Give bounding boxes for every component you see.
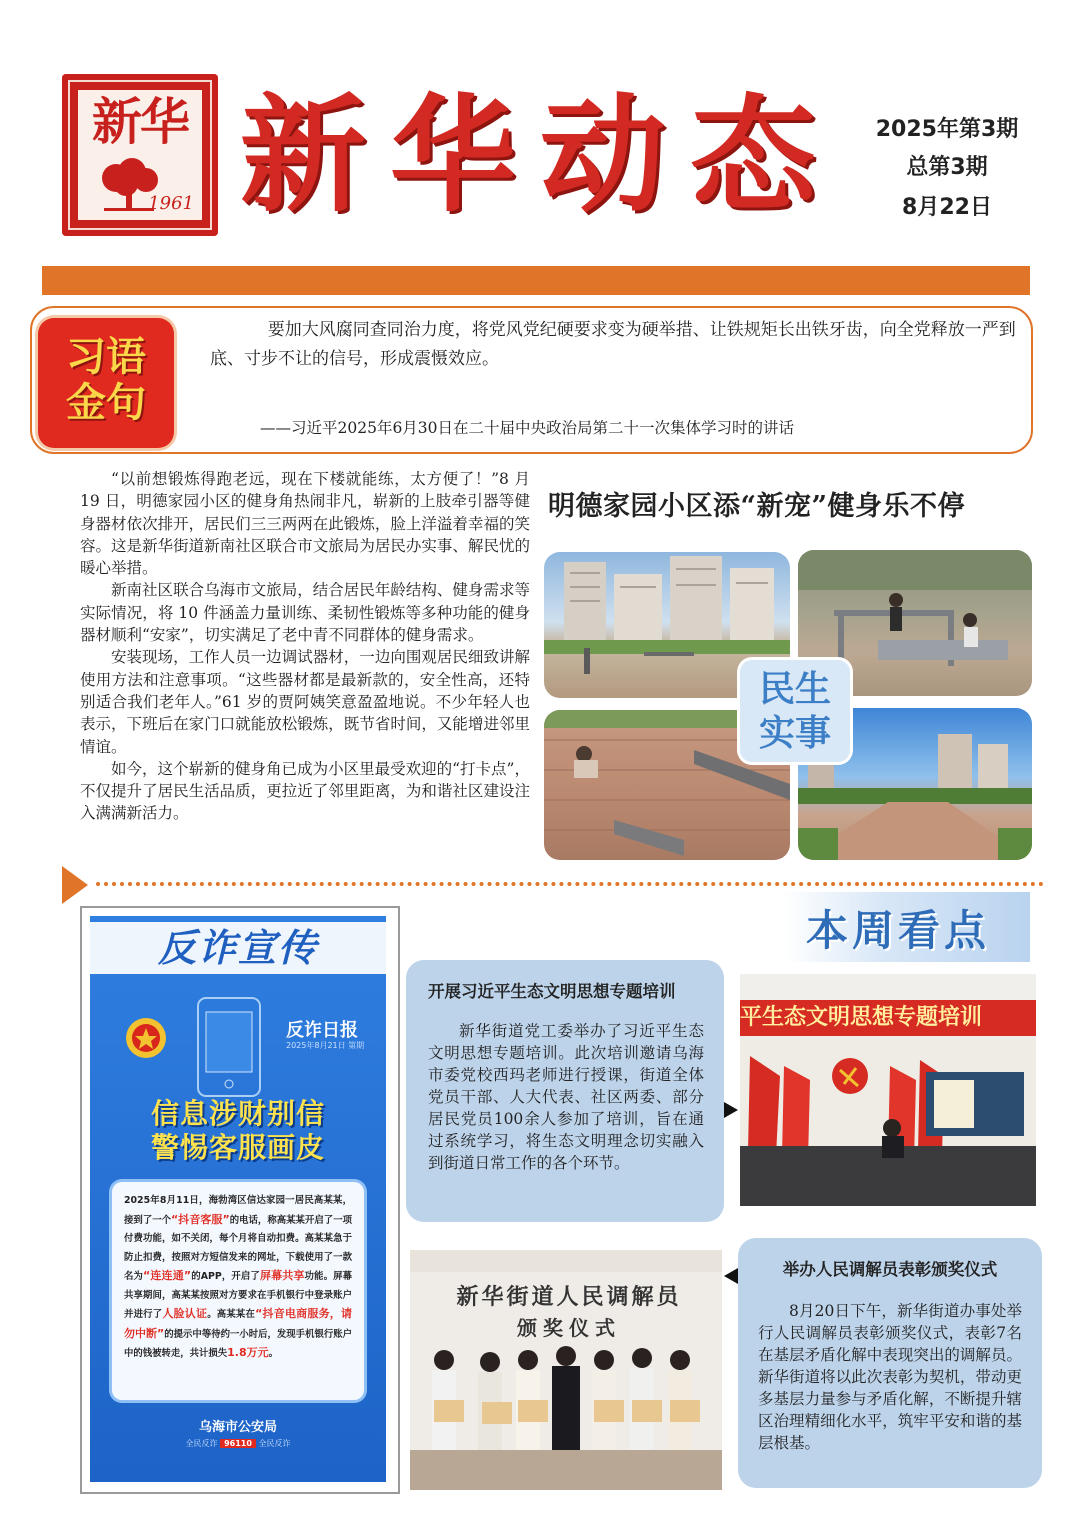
- dotted-divider: [96, 882, 1044, 886]
- training-scene: [740, 1036, 1036, 1206]
- stamp-line1: 民生: [758, 669, 831, 710]
- article-paragraph: 安装现场，工作人员一边调试器材，一边向围观居民细致讲解使用方法和注意事项。“这些器材都是最新款的，安全性高，还特别适合我们老年人。”61 岁的贾阿姨笑意盈盈地说。不少年轻人也表示，下班后在家门口就能放松锻炼，既节省时间，又能增进邻里情谊。: [80, 648, 530, 756]
- quote-badge: [38, 318, 174, 448]
- stamp-line2: 实事: [758, 713, 831, 754]
- highlight-body: 8月20日下午，新华街道办事处举行人民调解员表彰颁奖仪式，表彰7名在基层矛盾化解中表现突出的调解员。新华街道将以此次表彰为契机，带动更多基层力量参与矛盾化解，不断提升辖区治理精细化水平，筑牢平安和谐的基层根基。: [758, 1302, 1022, 1452]
- training-photo: [740, 974, 1036, 1206]
- pointer-arrow-icon: [724, 1268, 738, 1284]
- quote-badge-line2: 金句: [66, 380, 146, 426]
- pointer-arrow-icon: [724, 1102, 738, 1118]
- total-issue: 总第3期: [906, 155, 988, 180]
- training-banner: 平生态文明思想专题培训: [740, 1000, 1036, 1036]
- issue-date: 8月22日: [902, 195, 992, 220]
- poster-case-panel: [112, 1182, 364, 1400]
- article-headline: 明德家园小区添“新宠”健身乐不停: [548, 491, 966, 522]
- weekly-title: 本周看点: [806, 906, 991, 955]
- highlight-card-training: [406, 960, 724, 1222]
- issue-number: 2025年第3期: [875, 117, 1019, 142]
- poster-title: 反诈宣传: [90, 922, 386, 974]
- police-emblem-icon: [124, 1016, 168, 1060]
- poster-headline-2: 警惕客服画皮: [150, 1131, 325, 1164]
- quote-text: 要加大风腐同查同治力度，将党风党纪硬要求变为硬举措、让铁规矩长出铁牙齿，向全党释放一严到底、寸步不让的信号，形成震慑效应。: [210, 320, 1016, 369]
- logo-seal: [62, 74, 218, 236]
- highlight-card-mediators: [738, 1238, 1042, 1488]
- article-paragraph: “以前想锻炼得跑老远，现在下楼就能练，太方便了！”8 月 19 日，明德家园小区的健身角热闹非凡，崭新的上肢牵引器等健身器材依次排开，居民们三三两两在此锻炼，脸上洋溢着幸福的笑容。这是新华街道新南社区联合市文旅局为居民办实事、解民忧的暖心举措。: [80, 470, 530, 578]
- poster-footer: 全民反诈 96110 全民反诈: [185, 1439, 291, 1448]
- poster-police-bureau: 乌海市公安局: [198, 1420, 277, 1435]
- seal-text: 新华: [92, 93, 188, 151]
- quote-badge-line1: 习语: [66, 334, 146, 380]
- ceremony-group: [410, 1346, 722, 1490]
- poster-daily-date: 2025年8月21日 第期: [286, 1041, 365, 1050]
- article-paragraph: 新南社区联合乌海市文旅局，结合居民年龄结构、健身需求等实际情况，将 10 件涵盖力量训练、柔韧性锻炼等多种功能的健身器材顺利“安家”，切实满足了老中青不同群体的健身需求。: [80, 581, 530, 645]
- newsletter-title: 新华动态: [240, 82, 840, 229]
- poster-daily-label: 反诈日报: [286, 1020, 358, 1041]
- section-arrow-icon: [62, 866, 88, 904]
- ceremony-photo: [410, 1250, 722, 1490]
- quote-source: ——习近平2025年6月30日在二十届中央政治局第二十一次集体学习时的讲话: [260, 419, 795, 437]
- anti-fraud-poster: [90, 916, 386, 1482]
- highlight-title: 开展习近平生态文明思想专题培训: [428, 982, 676, 1001]
- ceremony-banner-line2: 颁奖仪式: [517, 1316, 621, 1340]
- highlight-title: 举办人民调解员表彰颁奖仪式: [782, 1260, 998, 1279]
- header-divider-bar: [42, 266, 1030, 295]
- phone-illustration-icon: [174, 992, 284, 1102]
- poster-case-text: 2025年8月11日，海勃湾区信达家园一居民高某某，接到了一个“抖音客服”的电话，称高某某开启了一项付费功能，如不关闭，每个月将自动扣费。高某某急于防止扣费，按照对方短信发来的网址，下载使用了一款名为“连连通”的APP，开启了屏幕共享功能。屏幕共享期间，高某某按照对方要求在手机银行中登录账户并进行了人脸认证。高某某在“抖音电商服务，请勿中断”的提示中等待约一小时后，发现手机银行账户中的钱被转走，共计损失1.8万元。: [124, 1195, 352, 1359]
- article-paragraph: 如今，这个崭新的健身角已成为小区里最受欢迎的“打卡点”，不仅提升了居民生活品质，更拉近了邻里距离，为和谐社区建设注入满满新活力。: [80, 759, 530, 823]
- article-body: [80, 468, 530, 825]
- ceremony-banner-line1: 新华街道人民调解员: [456, 1284, 682, 1310]
- seal-year: 1961: [148, 193, 194, 214]
- livelihood-stamp: [740, 660, 850, 762]
- highlight-body: 新华街道党工委举办了习近平生态文明思想专题培训。此次培训邀请乌海市委党校西玛老师进行授课，街道全体党员干部、人大代表、社区两委、部分居民党员100余人参加了培训，旨在通过系统学习，将生态文明理念切实融入到街道日常工作的各个环节。: [428, 1022, 704, 1172]
- poster-headline-1: 信息涉财别信: [150, 1097, 325, 1130]
